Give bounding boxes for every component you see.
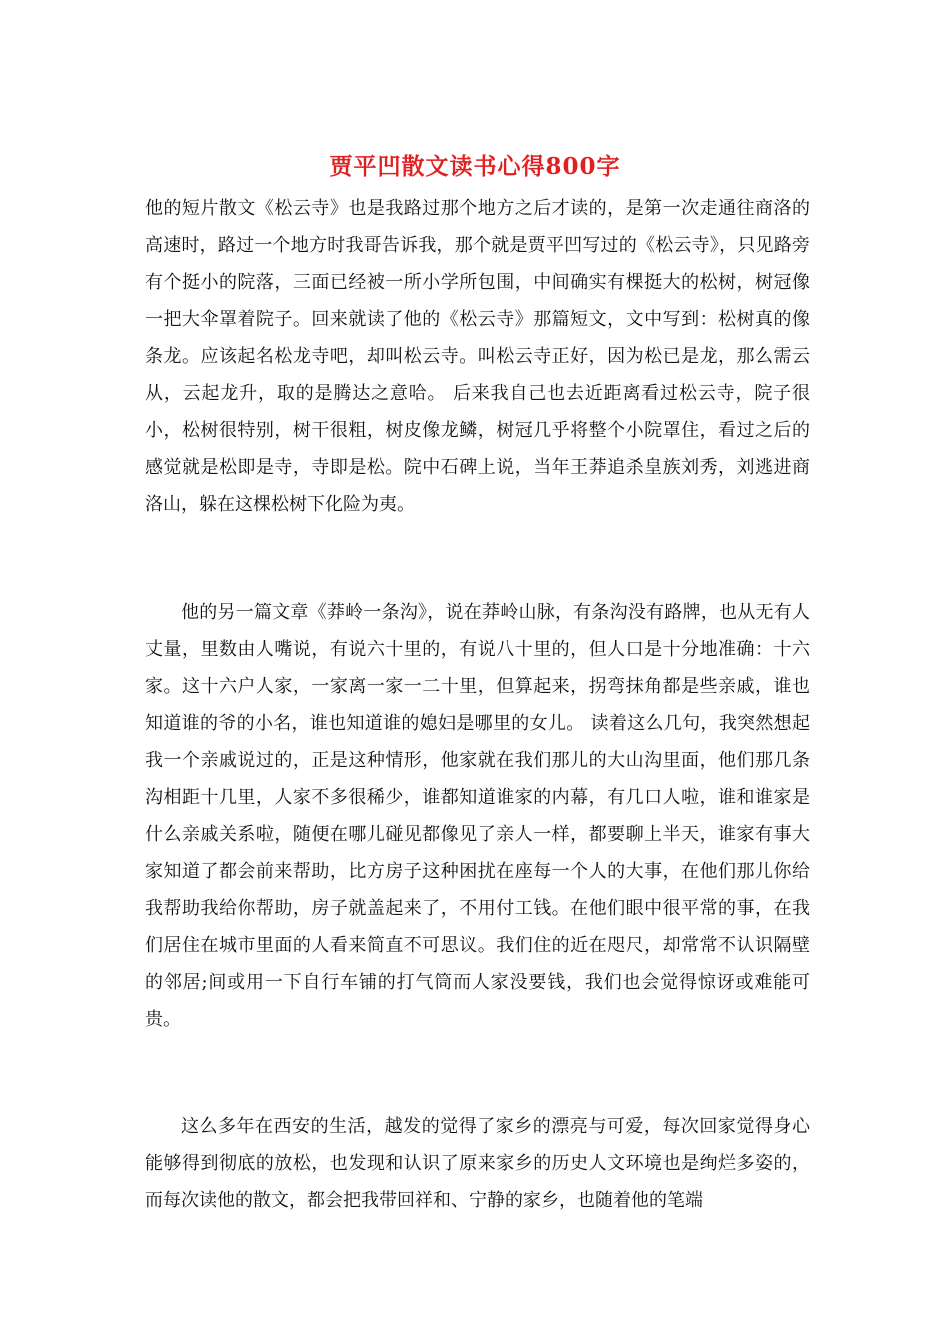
- paragraph-1: [145, 190, 810, 523]
- document-title: 贾平凹散文读书心得800字: [329, 153, 621, 180]
- paragraph-3: [145, 1108, 810, 1219]
- paragraph-text: 这么多年在西安的生活，越发的觉得了家乡的漂亮与可爱，每次回家觉得身心能够得到彻底的放松，也发现和认识了原来家乡的历史人文环境也是绚烂多姿的，而每次读他的散文，都会把我带回祥和、宁静的家乡，也随着他的笔端: [145, 1116, 810, 1211]
- paragraph-2: [145, 594, 810, 1038]
- paragraph-text: 他的另一篇文章《莽岭一条沟》，说在莽岭山脉，有条沟没有路牌，也从无有人丈量，里数由人嘴说，有说六十里的，有说八十里的，但人口是十分地准确：十六家。这十六户人家，一家离一家一二十里，但算起来，拐弯抹角都是些亲戚，谁也知道谁的爷的小名，谁也知道谁的媳妇是哪里的女儿。 读着这么几句，我突然想起我一个亲戚说过的，正是这种情形，他家就在我们那儿的大山沟里面，他们那几条沟相距十几里，人家不多很稀少，谁都知道谁家的内幕，有几口人啦，谁和谁家是什么亲戚关系啦，随便在哪儿碰见都像见了亲人一样，都要聊上半天，谁家有事大家知道了都会前来帮助，比方房子这种困扰在座每一个人的大事，在他们那儿你给我帮助我给你帮助，房子就盖起来了，不用付工钱。在他们眼中很平常的事，在我们居住在城市里面的人看来简直不可思议。我们住的近在咫尺，却常常不认识隔壁的邻居;间或用一下自行车铺的打气筒而人家没要钱，我们也会觉得惊讶或难能可贵。: [145, 602, 810, 1030]
- paragraph-text: 他的短片散文《松云寺》也是我路过那个地方之后才读的，是第一次走通往商洛的高速时，路过一个地方时我哥告诉我，那个就是贾平凹写过的《松云寺》，只见路旁有个挺小的院落，三面已经被一所小学所包围，中间确实有棵挺大的松树，树冠像一把大伞罩着院子。回来就读了他的《松云寺》那篇短文，文中写到：松树真的像条龙。应该起名松龙寺吧，却叫松云寺。叫松云寺正好，因为松已是龙，那么需云从，云起龙升，取的是腾达之意哈。 后来我自己也去近距离看过松云寺，院子很小，松树很特别，树干很粗，树皮像龙鳞，树冠几乎将整个小院罩住，看过之后的感觉就是松即是寺，寺即是松。院中石碑上说，当年王莽追杀皇族刘秀，刘逃进商洛山，躲在这棵松树下化险为夷。: [145, 198, 810, 515]
